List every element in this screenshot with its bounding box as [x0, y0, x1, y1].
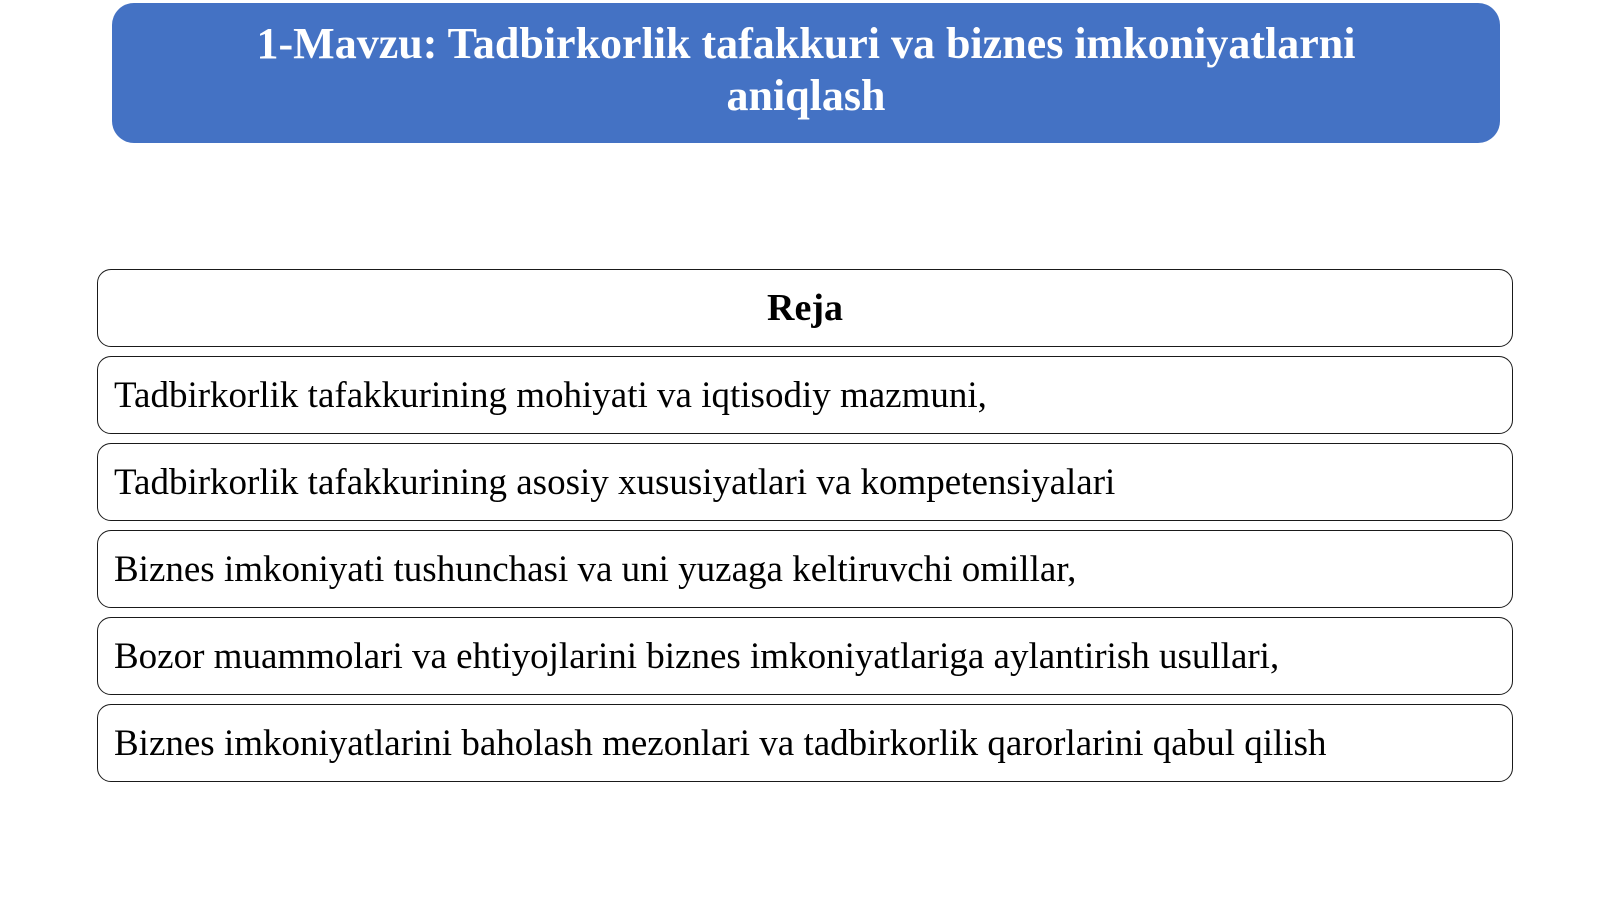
slide-title: 1-Mavzu: Tadbirkorlik tafakkuri va biznes imkoniyatlarni aniqlash	[112, 3, 1500, 143]
plan-item: Biznes imkoniyatlarini baholash mezonlari va tadbirkorlik qarorlarini qabul qilish	[97, 704, 1513, 782]
plan-header: Reja	[97, 269, 1513, 347]
plan-list	[97, 269, 1513, 791]
plan-item: Tadbirkorlik tafakkurining asosiy xususiyatlari va kompetensiyalari	[97, 443, 1513, 521]
plan-item: Biznes imkoniyati tushunchasi va uni yuzaga keltiruvchi omillar,	[97, 530, 1513, 608]
plan-item: Tadbirkorlik tafakkurining mohiyati va iqtisodiy mazmuni,	[97, 356, 1513, 434]
plan-item: Bozor muammolari va ehtiyojlarini biznes imkoniyatlariga aylantirish usullari,	[97, 617, 1513, 695]
